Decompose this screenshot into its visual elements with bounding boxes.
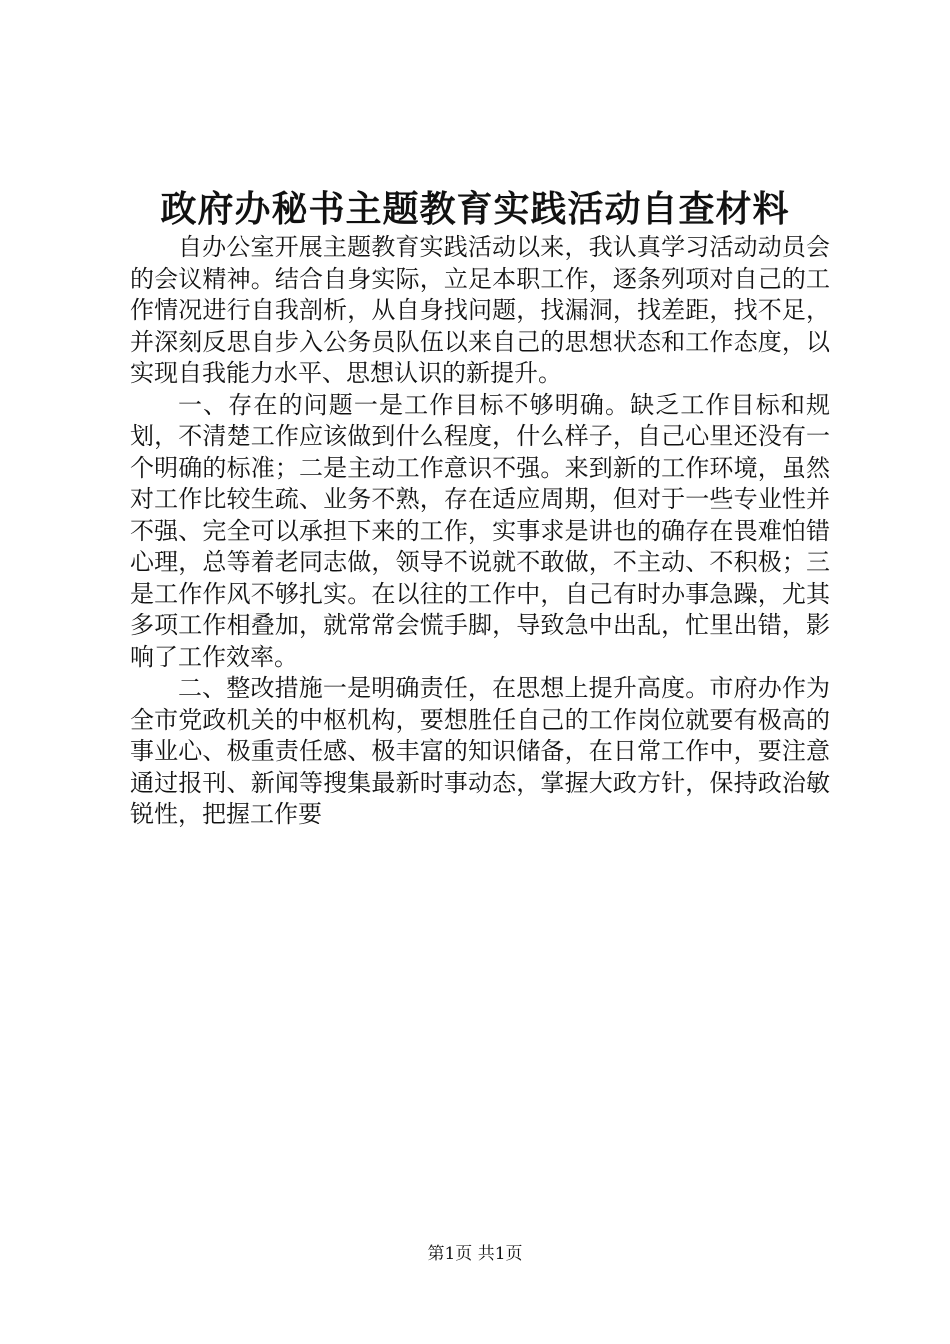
paragraph-intro: 自办公室开展主题教育实践活动以来，我认真学习活动动员会的会议精神。结合自身实际，立足本职工作，逐条列项对自己的工作情况进行自我剖析，从自身找问题，找漏洞，找差距，找不足，并深刻反思自步入公务员队伍以来自己的思想状态和工作态度，以实现自我能力水平、思想认识的新提升。: [130, 233, 830, 387]
page-footer: 第1页 共1页: [427, 1244, 523, 1264]
document-body: [130, 232, 830, 831]
paragraph-measures: 二、整改措施一是明确责任，在思想上提升高度。市府办作为全市党政机关的中枢机构，要想胜任自己的工作岗位就要有极高的事业心、极重责任感、极丰富的知识储备，在日常工作中，要注意通过报刊、新闻等搜集最新时事动态，掌握大政方针，保持政治敏锐性，把握工作要: [130, 674, 830, 828]
paragraph-problems: 一、存在的问题一是工作目标不够明确。缺乏工作目标和规划，不清楚工作应该做到什么程度，什么样子，自己心里还没有一个明确的标准；二是主动工作意识不强。来到新的工作环境，虽然对工作比较生疏、业务不熟，存在适应周期，但对于一些专业性并不强、完全可以承担下来的工作，实事求是讲也的确存在畏难怕错心理，总等着老同志做，领导不说就不敢做，不主动、不积极；三是工作作风不够扎实。在以往的工作中，自己有时办事急躁，尤其多项工作相叠加，就常常会慌手脚，导致急中出乱，忙里出错，影响了工作效率。: [130, 390, 830, 671]
document-title: 政府办秘书主题教育实践活动自查材料: [160, 188, 790, 230]
